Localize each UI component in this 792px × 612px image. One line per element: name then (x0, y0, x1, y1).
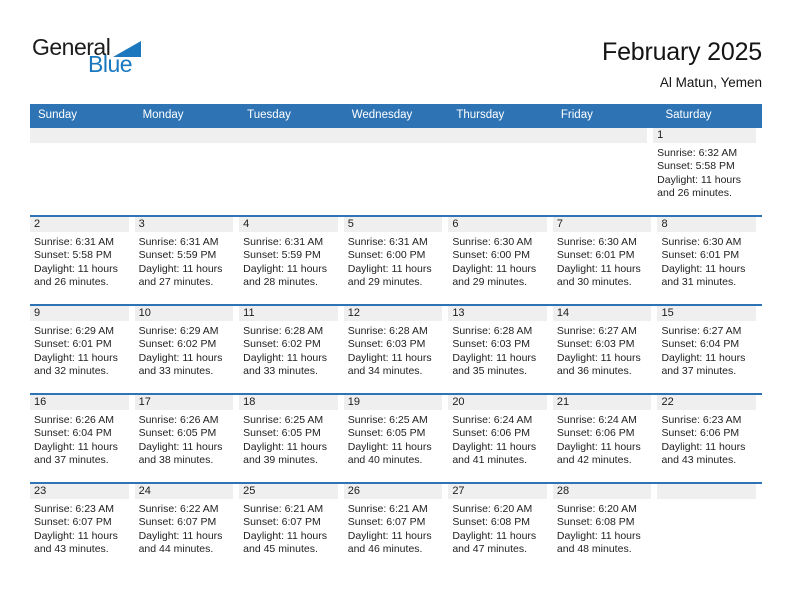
detail-line: Sunrise: 6:28 AM (347, 325, 428, 337)
day-number: 13 (448, 306, 547, 321)
detail-line: and 27 minutes. (138, 276, 214, 289)
logo-text-general: General (32, 34, 111, 60)
day-details (30, 321, 129, 379)
day-details (135, 232, 234, 290)
day-details (30, 499, 129, 557)
detail-line: Sunset: 6:05 PM (347, 427, 426, 440)
detail-line: Sunset: 6:07 PM (347, 516, 426, 529)
weekday-label: Tuesday (247, 109, 291, 121)
day-cell (657, 395, 762, 482)
detail-line: Sunset: 6:01 PM (661, 249, 740, 262)
detail-line: Daylight: 11 hours (556, 262, 641, 275)
day-cell (448, 484, 553, 571)
detail-line: Daylight: 11 hours (34, 262, 118, 275)
day-details (657, 232, 756, 290)
day-details (448, 499, 547, 557)
weekday-label: Sunday (38, 109, 78, 121)
empty-day-band (30, 128, 647, 143)
detail-line: and 46 minutes. (347, 543, 423, 556)
day-number: 23 (30, 484, 129, 499)
day-details (448, 232, 547, 290)
detail-line: Daylight: 11 hours (138, 440, 223, 453)
day-cell (553, 217, 658, 304)
detail-line: Sunset: 6:05 PM (138, 427, 217, 440)
detail-line: Daylight: 11 hours (556, 440, 641, 453)
detail-line: and 33 minutes. (243, 365, 318, 378)
day-cell (448, 395, 553, 482)
day-details (239, 499, 338, 557)
detail-line: Sunrise: 6:27 AM (556, 325, 637, 337)
detail-line: and 44 minutes. (138, 543, 214, 556)
detail-line: Daylight: 11 hours (556, 351, 641, 364)
day-cell (653, 128, 762, 215)
day-cell (239, 306, 344, 393)
detail-line: and 38 minutes. (138, 454, 214, 467)
detail-line: Sunset: 6:03 PM (556, 338, 635, 351)
day-details (135, 321, 234, 379)
detail-line: Sunset: 6:03 PM (452, 338, 530, 351)
detail-line: Sunset: 6:07 PM (243, 516, 321, 529)
detail-line: Daylight: 11 hours (661, 262, 746, 275)
detail-line: Sunset: 6:00 PM (347, 249, 426, 262)
detail-line: and 42 minutes. (556, 454, 632, 467)
detail-line: Sunset: 6:08 PM (556, 516, 635, 529)
detail-line: Sunrise: 6:21 AM (243, 503, 324, 515)
detail-line: Daylight: 11 hours (138, 351, 223, 364)
detail-line: Daylight: 11 hours (657, 173, 741, 186)
detail-line: and 26 minutes. (34, 276, 109, 289)
day-cell (344, 484, 449, 571)
day-number: 15 (657, 306, 756, 321)
empty-day-cell (30, 128, 653, 215)
day-details (553, 410, 652, 468)
day-cell (30, 395, 135, 482)
detail-line: Daylight: 11 hours (243, 440, 328, 453)
detail-line: Sunrise: 6:29 AM (138, 325, 219, 337)
detail-line: and 47 minutes. (452, 543, 528, 556)
calendar-week-row (30, 482, 762, 571)
detail-line: Sunrise: 6:26 AM (138, 414, 219, 426)
detail-line: Sunset: 6:02 PM (243, 338, 321, 351)
detail-line: Sunrise: 6:31 AM (138, 236, 219, 248)
detail-line: and 37 minutes. (34, 454, 109, 467)
day-number: 24 (135, 484, 234, 499)
detail-line: Daylight: 11 hours (661, 440, 746, 453)
day-cell (135, 306, 240, 393)
detail-line: Sunrise: 6:31 AM (347, 236, 428, 248)
weekday-label: Wednesday (351, 109, 413, 121)
detail-line: Sunset: 6:06 PM (661, 427, 740, 440)
day-details (239, 321, 338, 379)
detail-line: Sunset: 5:59 PM (243, 249, 321, 262)
calendar-week-row (30, 393, 762, 482)
detail-line: Sunrise: 6:31 AM (34, 236, 114, 248)
detail-line: and 28 minutes. (243, 276, 318, 289)
day-cell (135, 484, 240, 571)
detail-line: Sunset: 6:06 PM (452, 427, 530, 440)
detail-line: Daylight: 11 hours (347, 351, 432, 364)
detail-line: and 43 minutes. (661, 454, 737, 467)
detail-line: Sunset: 6:01 PM (556, 249, 635, 262)
detail-line: Sunrise: 6:20 AM (556, 503, 637, 515)
detail-line: Sunrise: 6:26 AM (34, 414, 114, 426)
detail-line: and 35 minutes. (452, 365, 528, 378)
day-cell (657, 217, 762, 304)
day-details (657, 321, 756, 379)
day-cell (30, 484, 135, 571)
detail-line: Daylight: 11 hours (34, 529, 118, 542)
day-details (344, 232, 443, 290)
day-number: 17 (135, 395, 234, 410)
day-cell (448, 217, 553, 304)
day-cell (135, 217, 240, 304)
detail-line: Daylight: 11 hours (138, 529, 223, 542)
day-cell (239, 395, 344, 482)
detail-line: Daylight: 11 hours (347, 529, 432, 542)
detail-line: and 43 minutes. (34, 543, 109, 556)
detail-line: Sunrise: 6:32 AM (657, 147, 738, 159)
day-number: 1 (653, 128, 756, 143)
day-cell (30, 306, 135, 393)
day-details (30, 232, 129, 290)
day-number: 14 (553, 306, 652, 321)
detail-line: Sunset: 6:08 PM (452, 516, 530, 529)
calendar-week-row (30, 215, 762, 304)
detail-line: Sunrise: 6:25 AM (243, 414, 324, 426)
detail-line: Sunset: 6:05 PM (243, 427, 321, 440)
day-details (344, 321, 443, 379)
weekday-label: Friday (560, 109, 593, 121)
detail-line: and 41 minutes. (452, 454, 528, 467)
day-details (239, 232, 338, 290)
detail-line: Daylight: 11 hours (452, 529, 537, 542)
day-cell (239, 484, 344, 571)
calendar-grid (30, 126, 762, 571)
logo-text-blue: Blue (88, 51, 133, 77)
day-details (239, 410, 338, 468)
detail-line: Daylight: 11 hours (661, 351, 746, 364)
page-title: February 2025 (602, 38, 762, 66)
day-number: 16 (30, 395, 129, 410)
detail-line: Daylight: 11 hours (243, 529, 328, 542)
detail-line: Sunrise: 6:24 AM (556, 414, 637, 426)
detail-line: Sunset: 6:00 PM (452, 249, 530, 262)
day-cell (448, 306, 553, 393)
detail-line: and 39 minutes. (243, 454, 318, 467)
detail-line: Sunrise: 6:25 AM (347, 414, 428, 426)
empty-day-cell (657, 484, 762, 571)
empty-day-band (657, 484, 756, 499)
detail-line: Sunrise: 6:28 AM (452, 325, 533, 337)
detail-line: and 32 minutes. (34, 365, 109, 378)
detail-line: Sunrise: 6:30 AM (556, 236, 637, 248)
day-number: 22 (657, 395, 756, 410)
detail-line: Sunrise: 6:27 AM (661, 325, 742, 337)
detail-line: Daylight: 11 hours (452, 351, 537, 364)
day-cell (344, 395, 449, 482)
detail-line: Sunrise: 6:29 AM (34, 325, 114, 337)
weekday-label: Monday (142, 109, 184, 121)
day-number: 20 (448, 395, 547, 410)
day-details (30, 410, 129, 468)
detail-line: Daylight: 11 hours (452, 262, 537, 275)
detail-line: and 30 minutes. (556, 276, 632, 289)
detail-line: and 34 minutes. (347, 365, 423, 378)
detail-line: and 45 minutes. (243, 543, 318, 556)
day-details (653, 143, 756, 201)
detail-line: Sunset: 6:03 PM (347, 338, 426, 351)
detail-line: Sunrise: 6:21 AM (347, 503, 428, 515)
detail-line: Sunrise: 6:22 AM (138, 503, 219, 515)
detail-line: Daylight: 11 hours (347, 262, 432, 275)
day-cell (553, 395, 658, 482)
detail-line: Daylight: 11 hours (347, 440, 432, 453)
day-cell (553, 484, 658, 571)
detail-line: Sunset: 5:58 PM (34, 249, 112, 262)
calendar-week-row (30, 304, 762, 393)
detail-line: Sunset: 6:04 PM (34, 427, 112, 440)
day-details (344, 499, 443, 557)
day-details (553, 232, 652, 290)
day-cell (344, 217, 449, 304)
detail-line: Sunrise: 6:20 AM (452, 503, 533, 515)
day-cell (344, 306, 449, 393)
day-number: 21 (553, 395, 652, 410)
day-number: 6 (448, 217, 547, 232)
day-number: 27 (448, 484, 547, 499)
weekday-label: Thursday (456, 109, 505, 121)
detail-line: and 36 minutes. (556, 365, 632, 378)
detail-line: Sunset: 6:01 PM (34, 338, 112, 351)
detail-line: Daylight: 11 hours (34, 440, 118, 453)
detail-line: and 31 minutes. (661, 276, 737, 289)
detail-line: and 29 minutes. (452, 276, 528, 289)
day-details (448, 410, 547, 468)
calendar-week-row (30, 126, 762, 215)
day-number: 2 (30, 217, 129, 232)
page-location: Al Matun, Yemen (659, 75, 762, 90)
detail-line: Sunrise: 6:28 AM (243, 325, 324, 337)
detail-line: Daylight: 11 hours (243, 262, 328, 275)
day-cell (239, 217, 344, 304)
detail-line: Sunrise: 6:30 AM (661, 236, 742, 248)
day-cell (553, 306, 658, 393)
detail-line: and 29 minutes. (347, 276, 423, 289)
detail-line: Sunrise: 6:23 AM (661, 414, 742, 426)
weekday-label: Saturday (665, 109, 712, 121)
detail-line: Sunset: 6:02 PM (138, 338, 217, 351)
detail-line: Daylight: 11 hours (556, 529, 641, 542)
day-number: 8 (657, 217, 756, 232)
day-number: 10 (135, 306, 234, 321)
day-number: 11 (239, 306, 338, 321)
detail-line: Sunrise: 6:30 AM (452, 236, 533, 248)
detail-line: and 48 minutes. (556, 543, 632, 556)
detail-line: and 37 minutes. (661, 365, 737, 378)
detail-line: Daylight: 11 hours (138, 262, 223, 275)
weekday-header-row (30, 104, 762, 126)
day-number: 28 (553, 484, 652, 499)
day-number: 3 (135, 217, 234, 232)
detail-line: Sunrise: 6:23 AM (34, 503, 114, 515)
detail-line: and 33 minutes. (138, 365, 214, 378)
day-number: 4 (239, 217, 338, 232)
day-number: 18 (239, 395, 338, 410)
day-number: 12 (344, 306, 443, 321)
detail-line: Sunset: 6:06 PM (556, 427, 635, 440)
detail-line: Sunrise: 6:31 AM (243, 236, 324, 248)
day-number: 5 (344, 217, 443, 232)
detail-line: Sunset: 6:07 PM (34, 516, 112, 529)
day-number: 26 (344, 484, 443, 499)
general-blue-logo (32, 36, 141, 76)
detail-line: Daylight: 11 hours (34, 351, 118, 364)
detail-line: Sunset: 5:59 PM (138, 249, 217, 262)
detail-line: Daylight: 11 hours (243, 351, 328, 364)
detail-line: and 26 minutes. (657, 187, 732, 200)
day-cell (657, 306, 762, 393)
day-cell (30, 217, 135, 304)
day-number: 19 (344, 395, 443, 410)
detail-line: and 40 minutes. (347, 454, 423, 467)
day-number: 7 (553, 217, 652, 232)
detail-line: Sunset: 6:07 PM (138, 516, 217, 529)
day-details (657, 410, 756, 468)
day-details (553, 499, 652, 557)
day-number: 9 (30, 306, 129, 321)
detail-line: Sunrise: 6:24 AM (452, 414, 533, 426)
day-number: 25 (239, 484, 338, 499)
day-details (448, 321, 547, 379)
detail-line: Sunset: 5:58 PM (657, 160, 735, 173)
day-details (553, 321, 652, 379)
day-cell (135, 395, 240, 482)
detail-line: Sunset: 6:04 PM (661, 338, 740, 351)
detail-line: Daylight: 11 hours (452, 440, 537, 453)
calendar-table (30, 104, 762, 571)
day-details (135, 499, 234, 557)
day-details (135, 410, 234, 468)
day-details (344, 410, 443, 468)
